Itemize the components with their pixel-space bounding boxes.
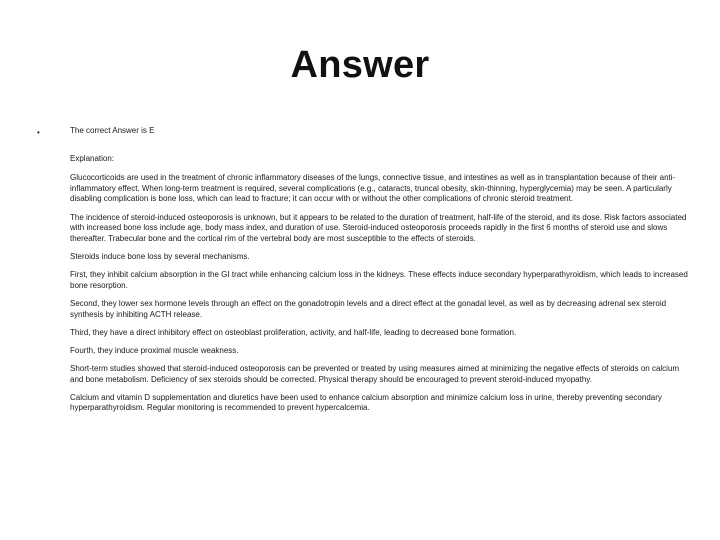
paragraph-mechanisms: Steroids induce bone loss by several mechanisms.	[70, 251, 250, 261]
bullet-icon: •	[37, 128, 40, 137]
explanation-heading: Explanation:	[70, 153, 115, 163]
paragraph-incidence: The incidence of steroid-induced osteoporosis is unknown, but it appears to be related to the duration of treatment, half-life of the steroid, and its dose. Risk factors associated with increased bone loss include age, body mass index, and duration of use. Steroid-induced osteoporosis proceeds rapidly in the first 6 months of steroid use and slows thereafter. Trabecular bone and the cortical rim of the vertebral body are most susceptible to the effects of steroids.	[70, 212, 687, 243]
paragraph-second-mechanism: Second, they lower sex hormone levels through an effect on the gonadotropin levels and a direct effect at the gonadal level, as well as by decreasing adrenal sex steroid synthesis by inhibiting ACTH release.	[70, 298, 667, 319]
answer-content	[70, 126, 688, 422]
answer-line: The correct Answer is E	[70, 126, 155, 135]
paragraph-fourth-mechanism: Fourth, they induce proximal muscle weakness.	[70, 345, 239, 355]
paragraph-third-mechanism: Third, they have a direct inhibitory effect on osteoblast proliferation, activity, and half-life, leading to decreased bone formation.	[70, 327, 517, 337]
paragraph-supplementation: Calcium and vitamin D supplementation and diuretics have been used to enhance calcium absorption and minimize calcium loss in urine, thereby preventing secondary hyperparathyroidism. Regular monitoring is recommended to prevent hypercalcemia.	[70, 392, 662, 413]
paragraph-prevention: Short-term studies showed that steroid-induced osteoporosis can be prevented or treated by using measures aimed at minimizing the negative effects of steroids on calcium and bone metabolism. Deficiency of sex steroids should be corrected. Physical therapy should be encouraged to prevent steroid-induced myopathy.	[70, 364, 680, 384]
paragraph-first-mechanism: First, they inhibit calcium absorption in the GI tract while enhancing calcium loss in the kidneys. These effects induce secondary hyperparathyroidism, which leads to increased bone resorption.	[70, 270, 688, 290]
slide-title: Answer	[290, 44, 430, 86]
paragraph-glucocorticoids: Glucocorticoids are used in the treatment of chronic inflammatory diseases of the lungs, connective tissue, and intestines as well as in transplantation because of their anti-inflammatory effect. When long-term treatment is required, several complications (e.g., cataracts, truncal obesity, skin-thinning, hyperglycemia) may be seen. A particularly disabling complication is bone loss, which can lead to fracture; it can occur with or without the other complications of chronic steroid treatment.	[70, 173, 676, 204]
